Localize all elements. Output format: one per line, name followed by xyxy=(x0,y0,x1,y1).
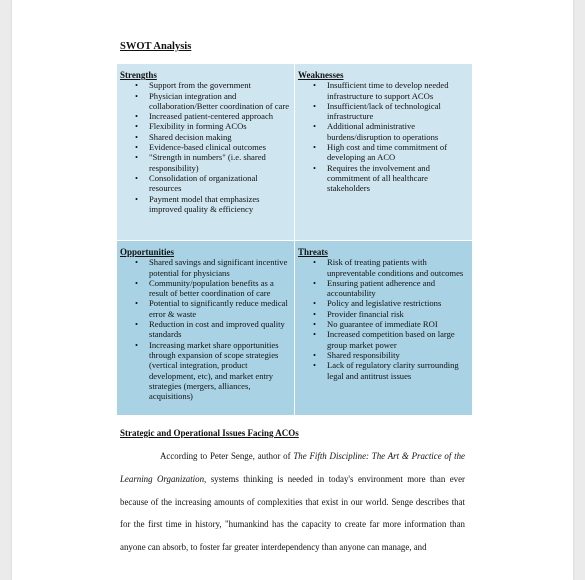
weakness-item: • Additional administrative burdens/disruption to operations xyxy=(327,121,468,142)
threat-item: • Provider financial risk xyxy=(327,309,468,319)
opportunity-item: • Reduction in cost and improved quality standards xyxy=(149,319,290,340)
book-title: The Fifth Discipline: The Art & Practice of the Learning Organization xyxy=(120,451,465,484)
weakness-item: • Insufficient/lack of technological infrastructure xyxy=(327,101,468,122)
swot-strengths-cell xyxy=(117,64,294,240)
swot-threats-cell xyxy=(294,240,472,415)
paragraph-intro: According to Peter Senge, author of xyxy=(160,451,294,461)
weakness-item: • High cost and time commitment of developing an ACO xyxy=(327,142,468,163)
strength-item: • Consolidation of organizational resources xyxy=(149,173,290,194)
swot-opportunities-cell xyxy=(117,240,294,415)
threat-item: • Risk of treating patients with unpreventable conditions and outcomes xyxy=(327,257,468,278)
opportunities-heading: Opportunities xyxy=(120,247,175,257)
strengths-list xyxy=(120,80,290,214)
threat-item: • Increased competition based on large group market power xyxy=(327,329,468,350)
opportunity-item: • Increasing market share opportunities through expansion of scope strategies (vertical integration, product development, etc), and market entry strategies (mergers, alliances, acquisitions) xyxy=(149,340,290,402)
body-paragraph xyxy=(120,445,465,559)
threat-item: • No guarantee of immediate ROI xyxy=(327,319,468,329)
strength-item: • Support from the government xyxy=(149,80,290,90)
threat-item: • Policy and legislative restrictions xyxy=(327,298,468,308)
strengths-heading: Strengths xyxy=(120,70,157,80)
weaknesses-list xyxy=(298,80,468,193)
opportunity-item: • Potential to significantly reduce medical error & waste xyxy=(149,298,290,319)
swot-weaknesses-cell xyxy=(294,64,472,240)
weaknesses-heading: Weaknesses xyxy=(298,70,344,80)
document-page xyxy=(12,0,573,580)
weakness-item: • Requires the involvement and commitment of all healthcare stakeholders xyxy=(327,163,468,194)
strength-item: • Evidence-based clinical outcomes xyxy=(149,142,290,152)
strength-item: • Shared decision making xyxy=(149,132,290,142)
strength-item: • Flexibility in forming ACOs xyxy=(149,121,290,131)
strength-item: • Payment model that emphasizes improved quality & efficiency xyxy=(149,194,290,215)
threat-item: • Ensuring patient adherence and accountability xyxy=(327,278,468,299)
opportunity-item: • Community/population benefits as a result of better coordination of care xyxy=(149,278,290,299)
strength-item: • Increased patient-centered approach xyxy=(149,111,290,121)
threats-list xyxy=(298,257,468,381)
opportunities-list xyxy=(120,257,290,401)
threat-item: • Shared responsibility xyxy=(327,350,468,360)
threats-heading: Threats xyxy=(298,247,328,257)
weakness-item: • Insufficient time to develop needed infrastructure to support ACOs xyxy=(327,80,468,101)
strength-item: • "Strength in numbers" (i.e. shared responsibility) xyxy=(149,152,290,173)
opportunity-item: • Shared savings and significant incentive potential for physicians xyxy=(149,257,290,278)
paragraph-rest: , systems thinking is needed in today's environment more than ever because of the increasing amounts of complexities that exist in our world. Senge describes that for the first time in history, "humankind has the capacity to create far more information than anyone can absorb, to foster far greater interdependency than anyone can manage, and xyxy=(120,473,465,553)
document-title: SWOT Analysis xyxy=(120,41,192,52)
section-heading: Strategic and Operational Issues Facing ACOs xyxy=(120,428,299,438)
threat-item: • Lack of regulatory clarity surrounding legal and antitrust issues xyxy=(327,360,468,381)
swot-table xyxy=(117,64,472,415)
strength-item: • Physician integration and collaboration/Better coordination of care xyxy=(149,91,290,112)
